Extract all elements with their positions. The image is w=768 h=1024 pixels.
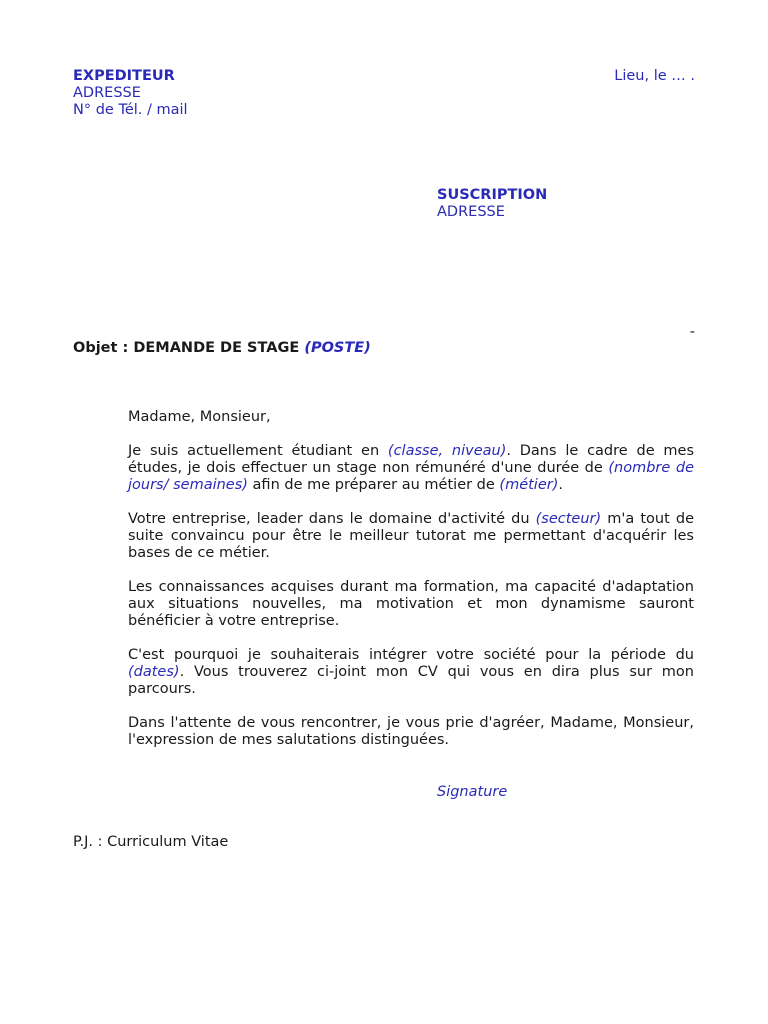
paragraph-text: Dans l'attente de vous rencontrer, je vous prie d'agréer, Madame, Monsieur, l'expression de mes salutations distinguées. <box>128 715 694 748</box>
subject-prefix: Objet : DEMANDE DE STAGE <box>73 340 305 356</box>
paragraph-2 <box>128 511 694 562</box>
paragraph-text: afin de me préparer au métier de <box>247 477 500 493</box>
dash-mark: - <box>689 324 695 340</box>
paragraph-5 <box>128 715 694 749</box>
attachment-note: P.J. : Curriculum Vitae <box>73 834 229 850</box>
sender-contact: N° de Tél. / mail <box>73 102 188 118</box>
paragraph-3 <box>128 579 694 630</box>
placeholder-sector: (secteur) <box>535 511 602 527</box>
paragraph-text: . <box>558 477 563 493</box>
recipient-name: SUSCRIPTION <box>437 187 548 203</box>
paragraph-1 <box>128 443 694 494</box>
sender-address: ADRESSE <box>73 85 141 101</box>
subject-line <box>73 340 371 357</box>
paragraph-text: . Vous trouverez ci-joint mon CV qui vous en dira plus sur mon parcours. <box>128 664 694 697</box>
signature: Signature <box>437 784 508 800</box>
placeholder-duration: (nombre de jours/ semaines) <box>128 460 694 493</box>
paragraph-text: Je suis actuellement étudiant en <box>128 443 388 459</box>
sender-name: EXPEDITEUR <box>73 68 175 84</box>
subject-position: (POSTE) <box>304 340 371 356</box>
salutation: Madame, Monsieur, <box>128 409 271 425</box>
paragraph-text: Les connaissances acquises durant ma formation, ma capacité d'adaptation aux situations nouvelles, ma motivation et mon dynamisme sauront bénéficier à votre entreprise. <box>128 579 694 629</box>
placeholder-dates: (dates) <box>128 664 180 680</box>
paragraph-4 <box>128 647 694 698</box>
placeholder-profession: (métier) <box>499 477 559 493</box>
place-date: Lieu, le … . <box>614 68 695 84</box>
paragraph-text: . Dans le cadre de mes études, je dois effectuer un stage non rémunéré d'une durée de <box>128 443 695 476</box>
placeholder-class-level: (classe, niveau) <box>387 443 507 459</box>
recipient-address: ADRESSE <box>437 204 505 220</box>
paragraph-text: m'a tout de suite convaincu pour être le meilleur tutorat me permettant d'acquérir les bases de ce métier. <box>128 511 694 561</box>
paragraph-text: C'est pourquoi je souhaiterais intégrer votre société pour la période du <box>128 647 694 663</box>
paragraph-text: Votre entreprise, leader dans le domaine d'activité du <box>128 511 536 527</box>
